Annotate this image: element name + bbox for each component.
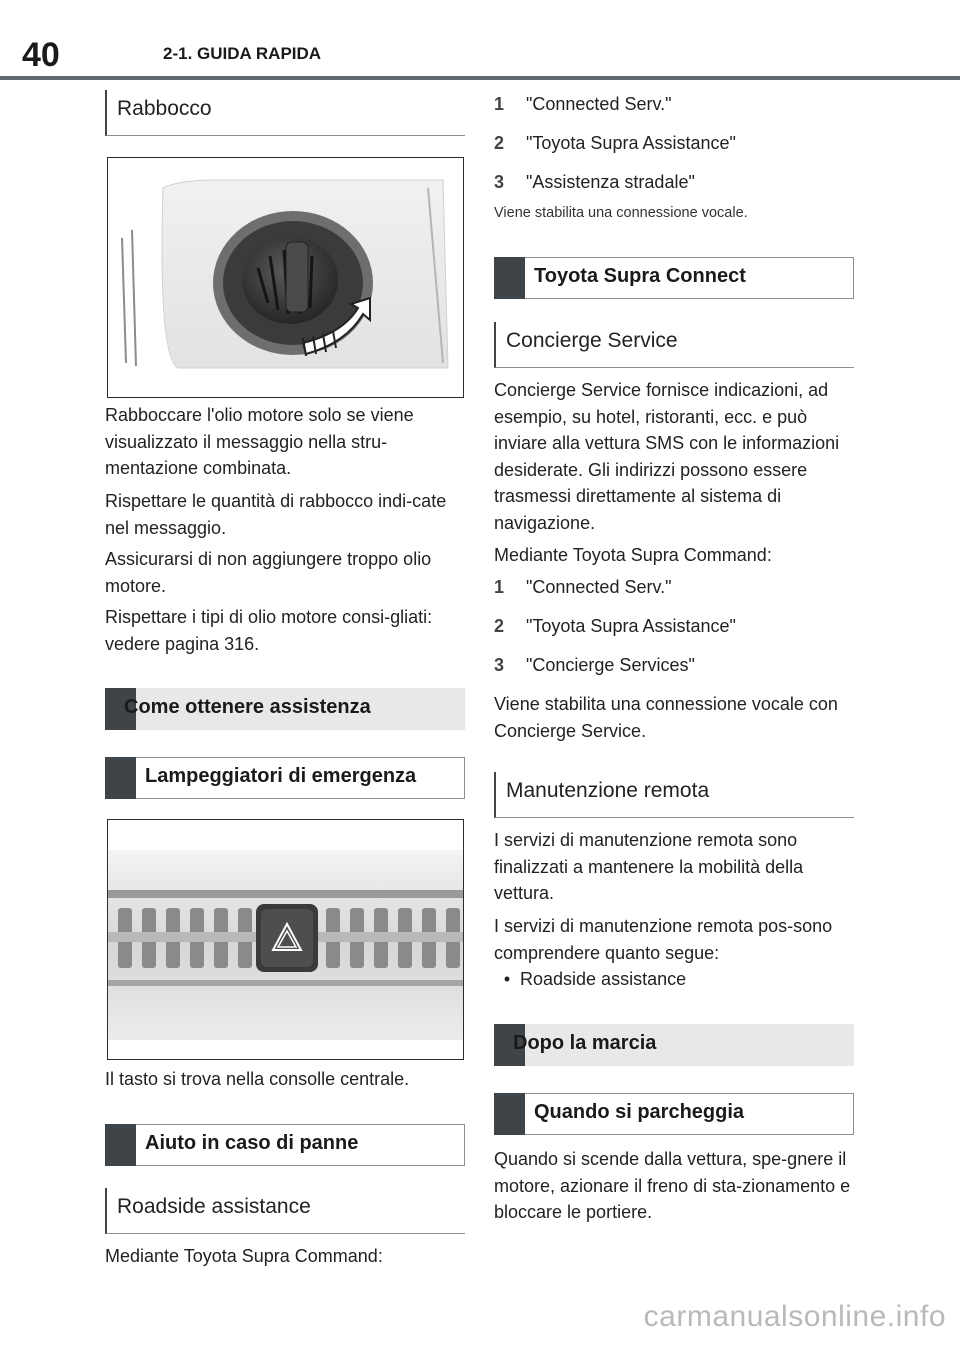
rabbocco-paragraph-1: Rabboccare l'olio motore solo se viene visualizzato il messaggio nella stru-mentazione combinata. [105,405,414,478]
step-number: 2 [494,133,505,153]
heading-aiuto-panne [105,1124,465,1166]
heading-toyota-supra-connect [494,257,854,299]
concierge-step-2 [494,613,854,639]
heading-quando-si-parcheggia-text: Quando si parcheggia [534,1101,745,1123]
section-dopo-la-marcia-text: Dopo la marcia [513,1032,657,1054]
heading-bar [494,1093,525,1135]
step-text: "Toyota Supra Assistance" [526,133,736,153]
heading-toyota-supra-connect-text: Toyota Supra Connect [534,265,746,287]
section-dopo-la-marcia [494,1024,854,1066]
rabbocco-paragraph-4: Rispettare i tipi di olio motore consi-gliati: vedere pagina 316. [105,607,433,654]
heading-bar [105,1124,136,1166]
step-text: "Connected Serv." [526,577,672,597]
step-text: "Toyota Supra Assistance" [526,616,736,636]
lampeggiatori-caption: Il tasto si trova nella consolle centrale. [105,1069,410,1089]
heading-roadside-assistance [105,1188,465,1234]
step-number: 3 [494,655,505,675]
heading-bar [494,257,525,299]
roadside-note: Viene stabilita una connessione vocale. [494,205,748,221]
header-rule [0,76,960,80]
hazard-button-figure [107,819,464,1060]
heading-lampeggiatori [105,757,465,799]
oil-cap-illustration [108,158,463,397]
page-number: 40 [22,36,60,74]
manutenzione-paragraph-1: I servizi di manutenzione remota sono finalizzati a mantenere la mobilità della vettura. [494,830,804,903]
chapter-title: 2-1. GUIDA RAPIDA [163,44,322,63]
bullet-icon: • [503,969,511,989]
concierge-step-1 [494,574,854,600]
step-number: 1 [494,577,505,597]
concierge-paragraph: Concierge Service fornisce indicazioni, ad esempio, su hotel, ristoranti, ecc. e può inviare alla vettura SMS con le informazioni desiderate. Gli indirizzi possono essere trasmessi direttamente al sistema di navigazione. [494,380,840,533]
heading-manutenzione-remota [494,772,854,818]
concierge-intro: Mediante Toyota Supra Command: [494,545,772,565]
step-text: "Connected Serv." [526,94,672,114]
roadside-step-3 [494,169,854,195]
roadside-intro: Mediante Toyota Supra Command: [105,1246,383,1266]
heading-rabbocco [105,90,465,136]
rabbocco-paragraph-3: Assicurarsi di non aggiungere troppo olio motore. [105,549,432,596]
heading-roadside-assistance-text: Roadside assistance [117,1195,311,1218]
step-text: "Assistenza stradale" [526,172,695,192]
section-come-ottenere-assistenza [105,688,465,730]
step-text: "Concierge Services" [526,655,695,675]
heading-quando-si-parcheggia [494,1093,854,1135]
manutenzione-paragraph-2: I servizi di manutenzione remota pos-sono comprendere quanto segue: [494,916,833,963]
heading-manutenzione-remota-text: Manutenzione remota [506,779,710,802]
heading-lampeggiatori-text: Lampeggiatori di emergenza [145,765,417,787]
step-number: 3 [494,172,505,192]
site-watermark: carmanualsonline.info [643,1300,946,1333]
roadside-step-1 [494,91,854,117]
heading-rabbocco-text: Rabbocco [117,97,212,120]
step-number: 1 [494,94,505,114]
step-number: 2 [494,616,505,636]
heading-bar [105,757,136,799]
parcheggia-paragraph: Quando si scende dalla vettura, spe-gnere il motore, azionare il freno di sta-zionamento e bloccare le portiere. [494,1149,851,1222]
section-come-ottenere-assistenza-text: Come ottenere assistenza [124,696,371,718]
concierge-note: Viene stabilita una connessione vocale con Concierge Service. [494,694,838,741]
oil-cap-figure [107,157,464,398]
roadside-step-2 [494,130,854,156]
manutenzione-bullet [494,966,854,992]
bullet-text: Roadside assistance [520,969,687,989]
rabbocco-paragraph-2: Rispettare le quantità di rabbocco indi-cate nel messaggio. [105,491,447,538]
heading-concierge-service-text: Concierge Service [506,329,678,352]
concierge-step-3 [494,652,854,678]
heading-aiuto-panne-text: Aiuto in caso di panne [145,1132,359,1154]
hazard-button-illustration [108,820,463,1059]
heading-concierge-service [494,322,854,368]
